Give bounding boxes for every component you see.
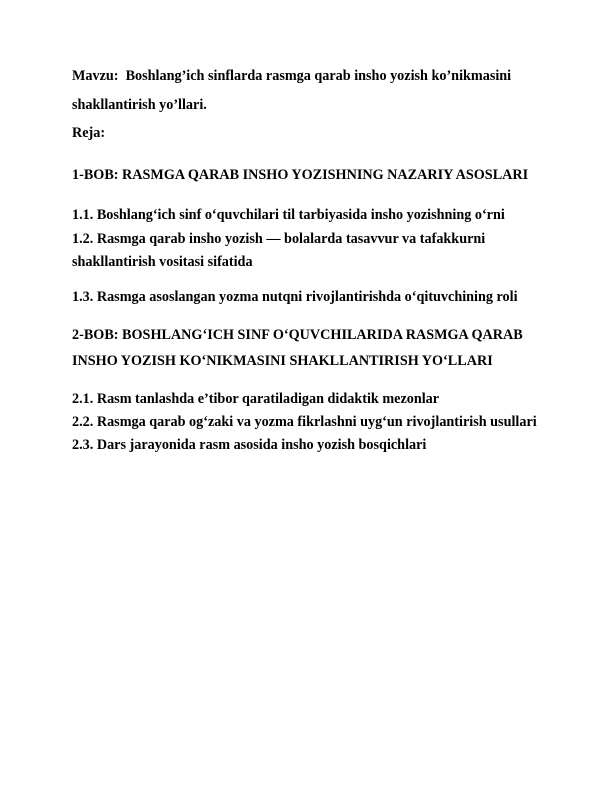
chapter2-heading-line2: INSHO YOZISH KO‘NIKMASINI SHAKLLANTIRISH YO‘LLARI — [72, 353, 493, 369]
section-2-2: 2.2. Rasmga qarab og‘zaki va yozma fikrlashni uyg‘un rivojlantirish usullari — [72, 414, 537, 430]
section-1-3: 1.3. Rasmga asoslangan yozma nutqni rivojlantirishda o‘qituvchining roli — [72, 289, 518, 305]
section-1-2-line1: 1.2. Rasmga qarab insho yozish — bolalarda tasavvur va tafakkurni — [72, 231, 486, 247]
topic-label: Mavzu: — [72, 68, 119, 84]
section-1-2-line2: shakllantirish vositasi sifatida — [72, 254, 253, 270]
topic-line — [72, 67, 511, 85]
chapter2-heading-line1: 2-BOB: BOSHLANG‘ICH SINF O‘QUVCHILARIDA RASMGA QARAB — [72, 327, 523, 343]
chapter1-heading: 1-BOB: RASMGA QARAB INSHO YOZISHNING NAZARIY ASOSLARI — [72, 167, 529, 183]
section-2-3: 2.3. Dars jarayonida rasm asosida insho yozish bosqichlari — [72, 437, 427, 453]
section-1-1: 1.1. Boshlang‘ich sinf o‘quvchilari til tarbiyasida insho yozishning o‘rni — [72, 207, 505, 223]
topic-title-line1: Boshlang’ich sinflarda rasmga qarab insho yozish ko’nikmasini — [125, 68, 512, 84]
plan-label: Reja: — [72, 125, 106, 141]
section-2-1: 2.1. Rasm tanlashda e’tibor qaratiladigan didaktik mezonlar — [72, 391, 440, 407]
topic-title-line2: shakllantirish yo’llari. — [72, 97, 207, 113]
